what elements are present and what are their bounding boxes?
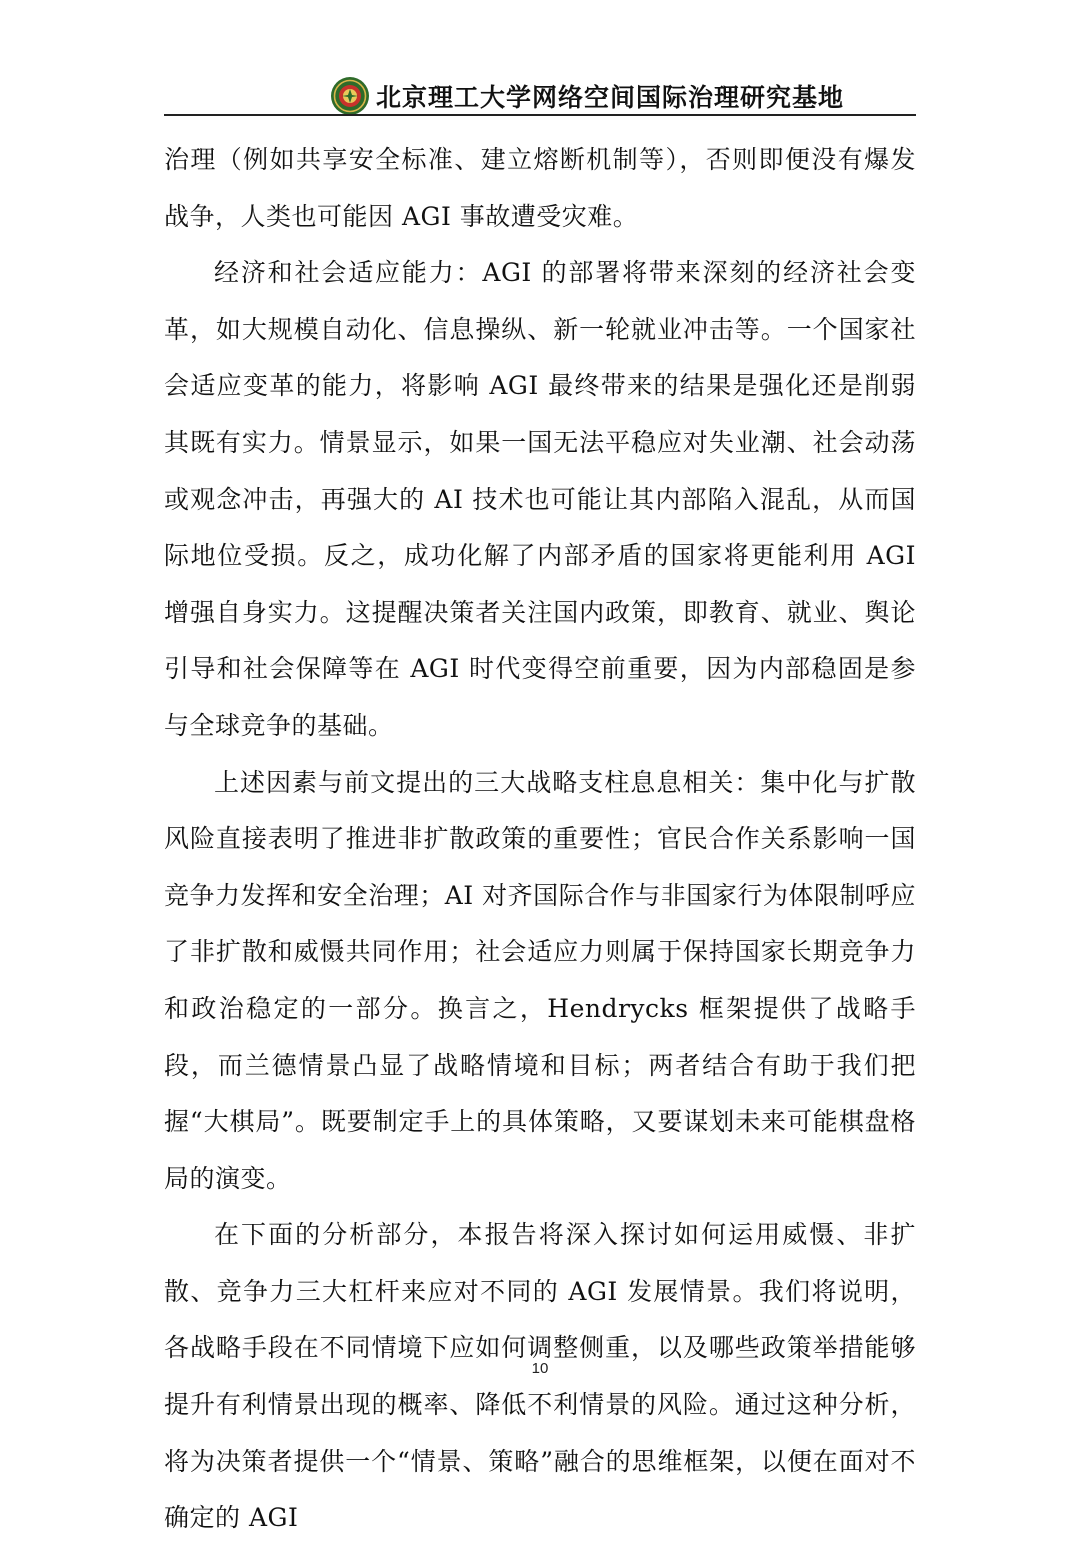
page-number: 10 xyxy=(531,1360,549,1377)
university-seal-icon xyxy=(330,76,370,116)
header-title: 北京理工大学网络空间国际治理研究基地 xyxy=(376,83,845,112)
paragraph: 上述因素与前文提出的三大战略支柱息息相关：集中化与扩散风险直接表明了推进非扩散政策的重要性；官民合作关系影响一国竞争力发挥和安全治理；AI 对齐国际合作与非国家行为体限制呼应了非扩散和威慑共同作用；社会适应力则属于保持国家长期竞争力和政治稳定的一部分。换言之，Hendrycks 框架提供了战略手段，而兰德情景凸显了战略情境和目标；两者结合有助于我们把握“大棋局”。既要制定手上的具体策略，又要谋划未来可能棋盘格局的演变。 xyxy=(164,767,916,1193)
page-header xyxy=(330,74,844,118)
header-divider xyxy=(164,114,916,116)
paragraph: 经济和社会适应能力：AGI 的部署将带来深刻的经济社会变革，如大规模自动化、信息操纵、新一轮就业冲击等。一个国家社会适应变革的能力，将影响 AGI 最终带来的结果是强化还是削弱其既有实力。情景显示，如果一国无法平稳应对失业潮、社会动荡或观念冲击，再强大的 AI 技术也可能让其内部陷入混乱，从而国际地位受损。反之，成功化解了内部矛盾的国家将更能利用 AGI 增强自身实力。这提醒决策者关注国内政策，即教育、就业、舆论引导和社会保障等在 AGI 时代变得空前重要，因为内部稳固是参与全球竞争的基础。 xyxy=(164,258,916,740)
body-text xyxy=(164,132,916,1547)
paragraph: 治理（例如共享安全标准、建立熔断机制等），否则即便没有爆发战争，人类也可能因 AGI 事故遭受灾难。 xyxy=(164,145,916,231)
paragraph: 在下面的分析部分，本报告将深入探讨如何运用威慑、非扩散、竞争力三大杠杆来应对不同的 AGI 发展情景。我们将说明，各战略手段在不同情境下应如何调整侧重，以及哪些政策举措能够提升有利情景出现的概率、降低不利情景的风险。通过这种分析，将为决策者提供一个“情景、策略”融合的思维框架，以便在面对不确定的 AGI xyxy=(164,1220,916,1533)
